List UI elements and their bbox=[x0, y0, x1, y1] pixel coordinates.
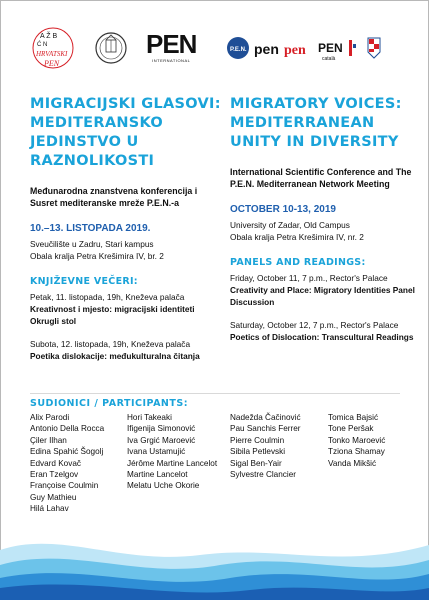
partner-logos bbox=[226, 30, 396, 66]
university-zadar-seal bbox=[95, 26, 127, 70]
event1-hr-title: Kreativnost i mjesto: migracijski identiteti Okrugli stol bbox=[30, 304, 195, 326]
event1-en-time: Friday, October 11, 7 p.m., Rector's Palace bbox=[230, 273, 388, 283]
participant: Nadežda Čačinović bbox=[230, 413, 301, 422]
participant: Hori Takeaki bbox=[127, 413, 172, 422]
croatian-column bbox=[30, 95, 225, 362]
participants-title: SUDIONICI / PARTICIPANTS: bbox=[30, 398, 188, 409]
pen-logo-word: PEN bbox=[146, 29, 197, 59]
subtitle-hr: Međunarodna znanstvena konferencija i Susret mediteranske mreže P.E.N.-a bbox=[30, 186, 198, 208]
pen-logo-subtitle: INTERNATIONAL bbox=[152, 58, 191, 63]
event2-en-time: Saturday, October 12, 7 p.m., Rector's Palace bbox=[230, 320, 399, 330]
partner-pen-2: pen bbox=[284, 43, 306, 58]
title-hr: MIGRACIJSKI GLASOVI: MEDITERANSKO JEDINSTVO U RAZNOLIKOSTI bbox=[30, 96, 221, 169]
participant: Sibila Petlevski bbox=[230, 447, 286, 457]
svg-text:A Ž B: A Ž B bbox=[40, 33, 58, 40]
event2-hr-time: Subota, 12. listopada, 19h, Kneževa palača bbox=[30, 339, 191, 349]
venue-en bbox=[230, 219, 425, 243]
section-hr: KNJIŽEVNE VEČERI: bbox=[30, 276, 138, 287]
participants-col3 bbox=[230, 412, 301, 480]
participant: Tone Peršak bbox=[328, 424, 374, 434]
event2-en bbox=[230, 319, 425, 343]
participant: Tziona Shamay bbox=[328, 447, 385, 457]
venue-en-line1: University of Zadar, Old Campus bbox=[230, 220, 350, 230]
participant: Pau Sanchis Ferrer bbox=[230, 424, 301, 434]
participant: Melatu Uche Okorie bbox=[127, 481, 200, 491]
venue-hr-line2: Obala kralja Petra Krešimira IV, br. 2 bbox=[30, 251, 164, 261]
participant: Hilá Lahav bbox=[30, 504, 69, 514]
event1-en-title: Creativity and Place: Migratory Identities Panel Discussion bbox=[230, 285, 415, 307]
participant: Jérôme Martine Lancelot bbox=[127, 458, 218, 468]
participant: Ifigenija Simonović bbox=[127, 424, 196, 434]
logo-pen-text: PEN bbox=[44, 59, 60, 68]
partner-pen-1: pen bbox=[254, 41, 279, 57]
participant: Sylvestre Clancier bbox=[230, 470, 296, 480]
venue-hr-line1: Sveučilište u Zadru, Stari kampus bbox=[30, 239, 154, 249]
subtitle-en: International Scientific Conference and The P.E.N. Mediterranean Network Meeting bbox=[230, 167, 412, 189]
logo-hrvatski-text: HRVATSKI bbox=[36, 50, 68, 58]
pen-international-logo bbox=[146, 29, 197, 63]
participant: Iva Grgić Maroević bbox=[127, 435, 196, 445]
title-en: MIGRATORY VOICES: MEDITERRANEAN UNITY IN DIVERSITY bbox=[230, 96, 402, 150]
participant: Antonio Della Rocca bbox=[30, 424, 105, 434]
event1-en bbox=[230, 272, 425, 308]
participants-col1 bbox=[30, 412, 104, 515]
date-en: OCTOBER 10-13, 2019 bbox=[230, 204, 336, 215]
divider bbox=[30, 393, 400, 394]
event2-hr bbox=[30, 338, 225, 362]
participant: Eran Tzelgov bbox=[30, 470, 79, 480]
participant: Tomica Bajsić bbox=[328, 413, 379, 422]
participants-col2 bbox=[127, 412, 217, 492]
svg-text:P.E.N.: P.E.N. bbox=[230, 47, 247, 53]
participant: Vanda Mikšić bbox=[328, 458, 377, 468]
participant: Edvard Kovač bbox=[30, 458, 81, 468]
participant: Sigal Ben-Yair bbox=[230, 458, 282, 468]
venue-en-line2: Obala kralja Petra Krešimira IV, nr. 2 bbox=[230, 232, 364, 242]
event1-hr-time: Petak, 11. listopada, 19h, Kneževa palača bbox=[30, 292, 185, 302]
participants-col4 bbox=[328, 412, 385, 469]
participant: Martine Lancelot bbox=[127, 470, 188, 480]
participant: Çiler Ilhan bbox=[30, 435, 67, 445]
participant: Françoise Coulmin bbox=[30, 481, 99, 491]
participant: Tonko Maroević bbox=[328, 435, 386, 445]
svg-text:Ć N: Ć N bbox=[37, 42, 48, 48]
participant: Alix Parodi bbox=[30, 413, 70, 422]
partner-catala: català bbox=[322, 56, 336, 62]
hrvatski-pen-logo bbox=[30, 26, 76, 70]
date-hr: 10.–13. LISTOPADA 2019. bbox=[30, 223, 151, 234]
participant: Edina Spahić Šogolj bbox=[30, 447, 104, 457]
event2-hr-title: Poetika dislokacije: međukulturalna čitanja bbox=[30, 351, 200, 361]
decorative-waves bbox=[0, 510, 429, 600]
event1-hr bbox=[30, 291, 225, 327]
partner-pen-3: PEN bbox=[318, 41, 343, 55]
english-column bbox=[230, 95, 425, 343]
participant: Pierre Coulmin bbox=[230, 435, 285, 445]
participant: Ivana Ustamujić bbox=[127, 447, 186, 457]
logo-strip bbox=[0, 26, 429, 74]
venue-hr bbox=[30, 238, 225, 262]
participant: Guy Mathieu bbox=[30, 492, 77, 502]
section-en: PANELS AND READINGS: bbox=[230, 257, 366, 268]
event2-en-title: Poetics of Dislocation: Transcultural Readings bbox=[230, 332, 414, 342]
